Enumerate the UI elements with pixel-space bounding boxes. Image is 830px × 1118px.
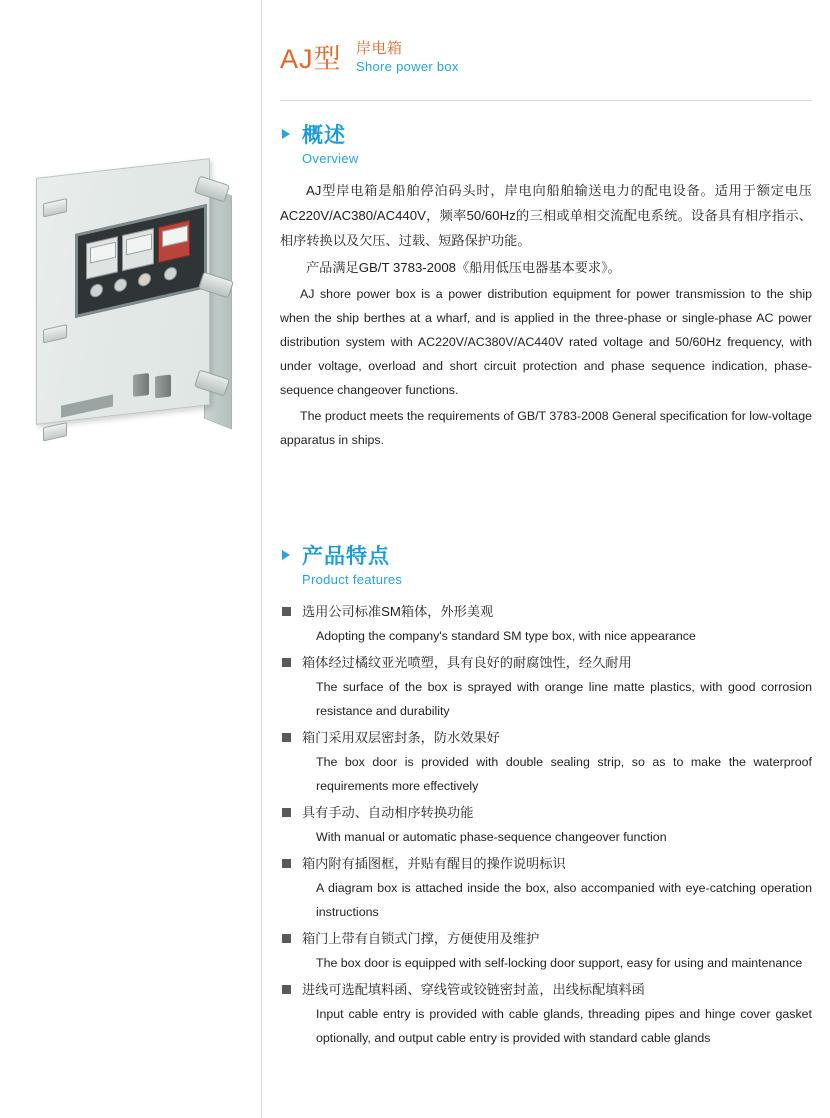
feature-text-en: The box door is provided with double sealing strip, so as to make the waterproof requirements more effectively [316,755,812,793]
triangle-right-icon [282,550,290,560]
product-image [18,148,248,443]
list-item [280,926,812,975]
latch-icon [43,324,67,343]
triangle-right-icon [282,129,290,139]
feature-text-en: A diagram box is attached inside the box, also accompanied with eye-catching operation instructions [316,881,812,919]
box-front-panel [36,158,210,425]
page-title [280,42,812,74]
square-bullet-icon [282,808,291,817]
knob-icon [114,277,127,293]
meter-icon [86,236,118,279]
square-bullet-icon [282,934,291,943]
overview-heading [280,124,812,166]
feature-text-en: The surface of the box is sprayed with orange line matte plastics, with good corrosion resistance and durability [316,680,812,718]
latch-icon [43,422,67,441]
feature-text-en: Adopting the company's standard SM type box, with nice appearance [316,629,696,643]
list-item [280,851,812,924]
overview-paragraph-en: AJ shore power box is a power distribution equipment for power transmission to the ship when the ship berthes at a wharf, and is applied in the three-phase or single-phase AC power distribution system with AC220V/AC380V/AC440V rated voltage and 50/60Hz frequency, with under voltage, overload and short circuit protection and phase sequence indication, phase-sequence changeover functions. [280,287,812,397]
section-features [280,545,812,1052]
left-column [0,0,262,1118]
feature-text-en: The box door is equipped with self-locking door support, easy for using and maintenance [316,956,803,970]
list-item [280,977,812,1050]
overview-heading-en: Overview [302,151,359,166]
product-name-block [356,42,459,74]
title-divider [280,100,812,101]
features-list [280,599,812,1050]
feature-text-cn: 进线可选配填料函、穿线管或铰链密封盖，出线标配填料函 [302,982,645,997]
feature-text-en: Input cable entry is provided with cable glands, threading pipes and hinge cover gasket optionally, and output cable entry is provided with standard cable glands [316,1007,812,1045]
features-heading [280,545,812,587]
feature-text-cn: 箱门上带有自锁式门撑，方便使用及维护 [302,931,540,946]
knob-icon [90,283,103,299]
overview-paragraph-en: The product meets the requirements of GB/T 3783-2008 General specification for low-voltage apparatus in ships. [280,409,812,447]
overview-paragraph-cn: AJ型岸电箱是船舶停泊码头时，岸电向船舶输送电力的配电设备。适用于额定电压AC220V/AC380/AC440V，频率50/60Hz的三相或单相交流配电系统。设备具有相序指示、相序转换以及欠压、过载、短路保护功能。 [280,183,812,248]
product-name-cn: 岸电箱 [355,40,403,57]
feature-text-cn: 具有手动、自动相序转换功能 [302,805,474,820]
list-item [280,650,812,723]
box-foot [61,394,113,417]
knob-icon [138,272,151,288]
overview-paragraph-cn: 产品满足GB/T 3783-2008《船用低压电器基本要求》。 [306,260,621,275]
feature-text-cn: 箱体经过橘纹亚光喷塑，具有良好的耐腐蚀性，经久耐用 [302,655,632,670]
feature-text-cn: 箱内附有插图框，并贴有醒目的操作说明标识 [302,856,566,871]
features-heading-en: Product features [302,572,403,587]
cable-gland-icon [133,373,149,397]
list-item [280,800,812,849]
feature-text-cn: 选用公司标准SM箱体，外形美观 [302,604,494,619]
square-bullet-icon [282,607,291,616]
features-heading-cn: 产品特点 [302,545,390,568]
indicator-lamp-icon [158,220,190,263]
right-column [262,0,830,1118]
section-overview [280,124,812,454]
square-bullet-icon [282,859,291,868]
product-name-en: Shore power box [355,59,459,74]
product-model: AJ型 [280,44,342,74]
overview-heading-cn: 概述 [302,124,346,147]
square-bullet-icon [282,658,291,667]
square-bullet-icon [282,733,291,742]
knob-icon [164,266,177,282]
list-item [280,725,812,798]
square-bullet-icon [282,985,291,994]
box-instrument-window [75,204,207,318]
meter-icon [122,228,154,271]
list-item [280,599,812,648]
feature-text-cn: 箱门采用双层密封条，防水效果好 [302,730,500,745]
latch-icon [43,198,67,217]
feature-text-en: With manual or automatic phase-sequence changeover function [316,830,667,844]
cable-gland-icon [155,375,171,399]
